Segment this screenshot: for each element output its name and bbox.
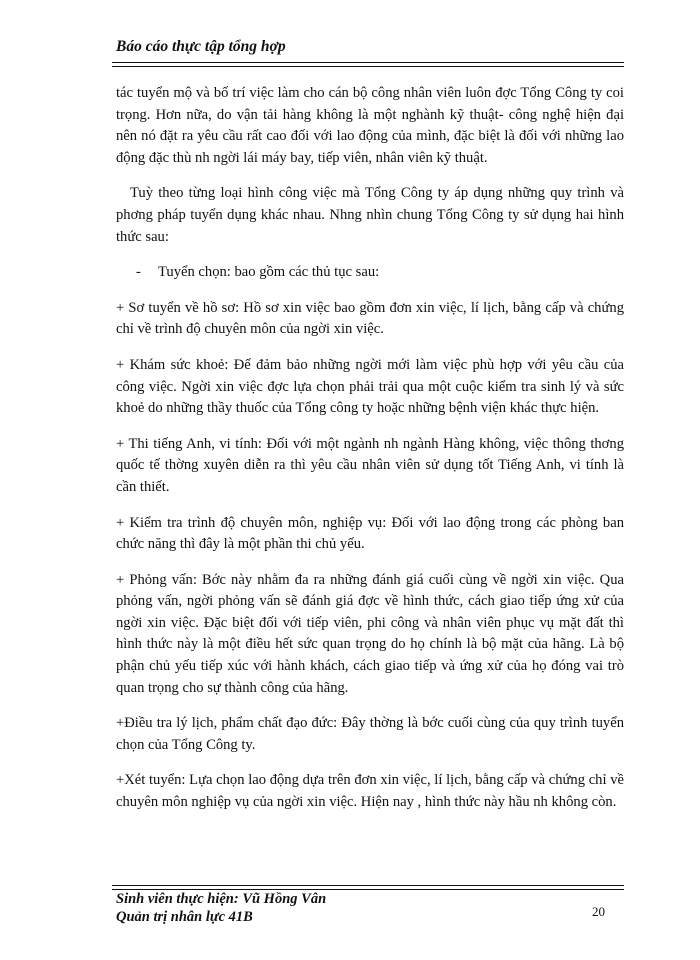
item-english-it-test: + Thi tiếng Anh, vi tính: Đối với một ngành nh ngành Hàng không, việc thông thơng quốc tế thờng xuyên diễn ra thì yêu cầu nhân viên sử dụng tốt Tiếng Anh, vi tính là cần thiết. [116, 435, 624, 495]
item-final-selection: +Xét tuyển: Lựa chọn lao động dựa trên đơn xin việc, lí lịch, bằng cấp và chứng chỉ về chuyên môn nghiệp vụ của ngời xin việc. Hiện nay , hình thức này hầu nh không còn. [116, 772, 624, 811]
footer-class: Quản trị nhân lực 41B [116, 909, 253, 925]
header-rule-bottom [112, 66, 624, 67]
page-header-title: Báo cáo thực tập tổng hợp [116, 38, 286, 55]
footer-student-name: Sinh viên thực hiện: Vũ Hồng Vân [116, 891, 327, 907]
paragraph-intro: tác tuyển mộ và bố trí việc làm cho cán bộ công nhân viên luôn đợc Tổng Công ty coi trọng. Hơn nữa, do vận tải hàng không là một nghành kỹ thuật- công nghệ hiện đại nên nó đặt ra yêu cầu rất cao đối với lao động của mình, đặc biệt là đối với những lao động đặc thù nh ngời lái máy bay, tiếp viên, nhân viên kỹ thuật. [116, 85, 624, 166]
item-background-check: +Điều tra lý lịch, phẩm chất đạo đức: Đây thờng là bớc cuối cùng của quy trình tuyển chọn của Tổng Công ty. [116, 715, 624, 753]
item-professional-test: + Kiểm tra trình độ chuyên môn, nghiệp vụ: Đối với lao động trong các phòng ban chức năng thì đây là một phần thi chủ yếu. [116, 514, 624, 553]
document-body [116, 83, 624, 828]
bullet-mark: - [136, 264, 141, 281]
paragraph-methods: Tuỳ theo từng loại hình công việc mà Tổng Công ty áp dụng những quy trình và phơng pháp tuyển dụng khác nhau. Nhng nhìn chung Tổng Công ty sử dụng hai hình thức sau: [116, 185, 624, 245]
footer-rule-top [112, 885, 624, 886]
footer-rule-bottom [112, 889, 624, 890]
item-health-check: + Khám sức khoẻ: Để đảm bảo những ngời mới làm việc phù hợp với yêu cầu của công việc. Ngời xin việc đợc lựa chọn phải trải qua một cuộc kiểm tra sinh lý và sức khoẻ do những thầy thuốc của Tổng công ty hoặc những bệnh viện khác thực hiện. [116, 356, 624, 417]
bullet-text: Tuyển chọn: bao gồm các thủ tục sau: [158, 264, 380, 281]
header-rule-top [112, 62, 624, 63]
bullet-selection [116, 262, 624, 284]
page-number: 20 [592, 904, 605, 919]
item-document-screening: + Sơ tuyển về hồ sơ: Hồ sơ xin việc bao gồm đơn xin việc, lí lịch, bằng cấp và chứng chỉ về trình độ chuyên môn của ngời xin việc. [116, 299, 624, 338]
item-interview: + Phỏng vấn: Bớc này nhằm đa ra những đánh giá cuối cùng về ngời xin việc. Qua phỏng vấn, ngời phỏng vấn sẽ đánh giá đợc về hình thức, cách giao tiếp ứng xử của ngời xin việc. Đặc biệt đối với tiếp viên, phi công và nhân viên phục vụ mặt đất thì hình thức này là một điều hết sức quan trọng do họ chính là bộ mặt của hãng. Là bộ phận chủ yếu tiếp xúc với hành khách, cách giao tiếp và ứng xử của họ đóng vai trò quan trọng cho sự thành công của hãng. [116, 571, 624, 696]
